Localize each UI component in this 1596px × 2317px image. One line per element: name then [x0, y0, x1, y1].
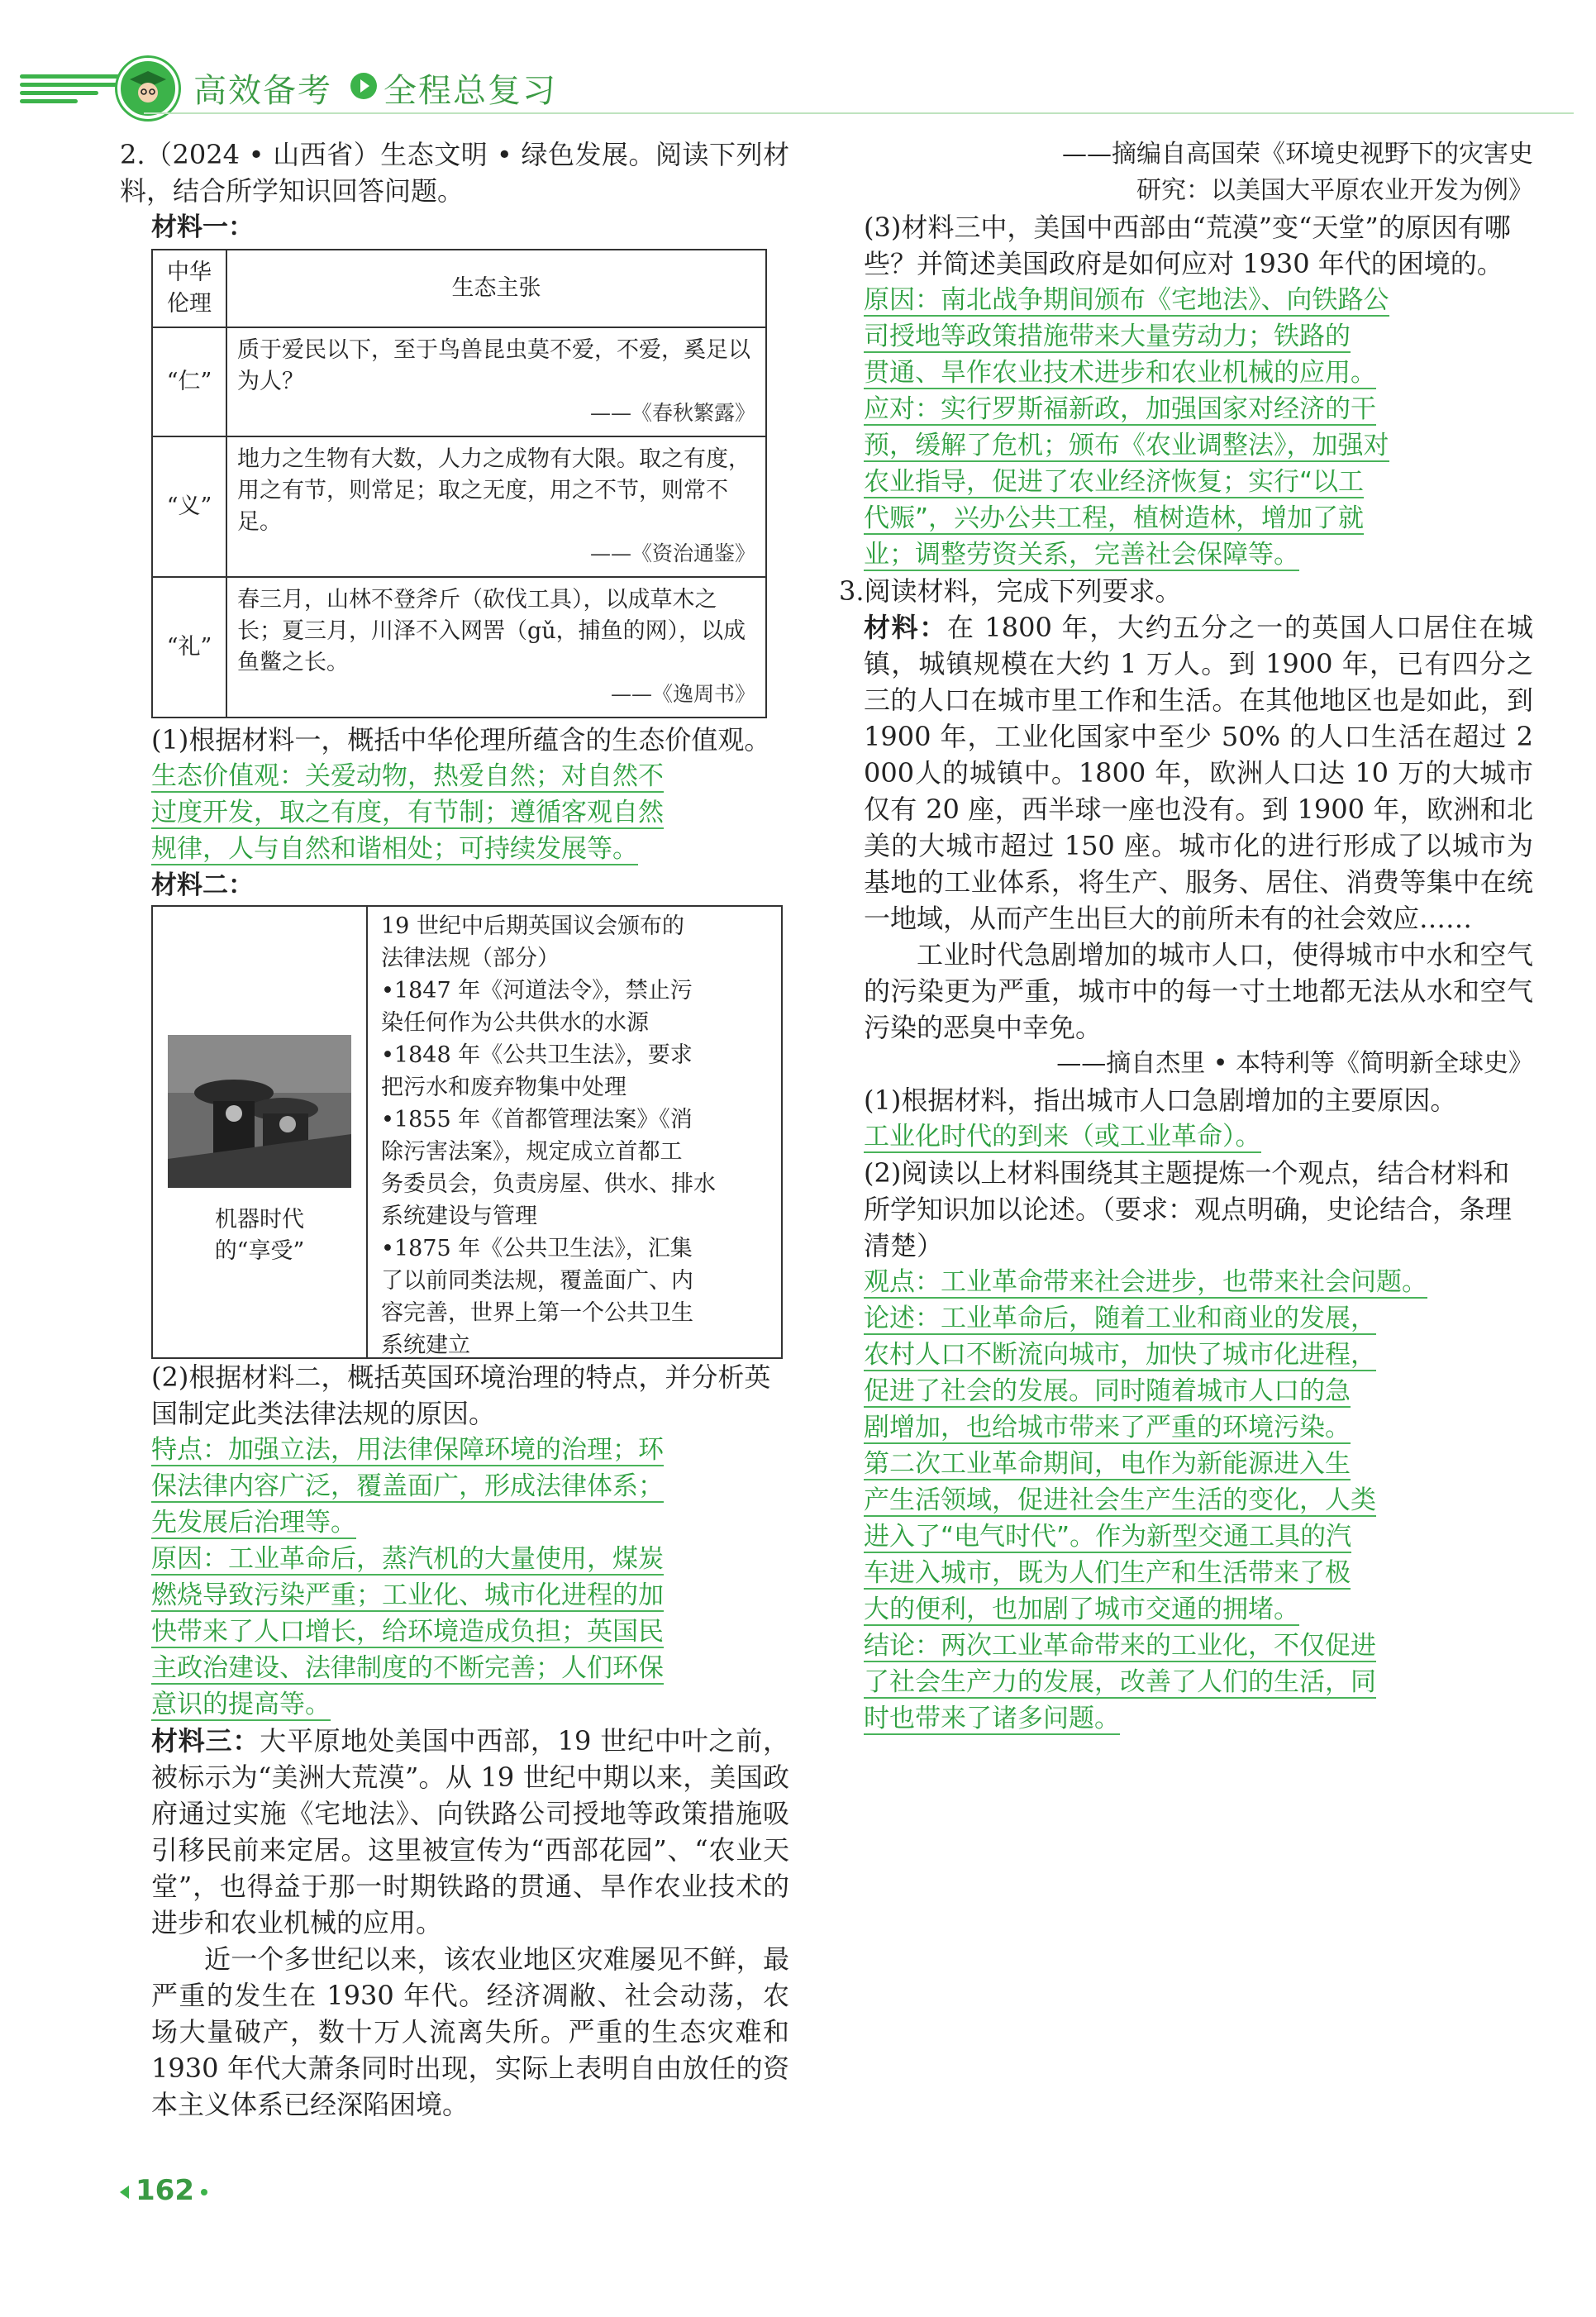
table-row	[152, 436, 766, 577]
material3-source: ——摘编自高国荣《环境史视野下的灾害史 研究：以美国大平原农业开发为例》	[1062, 140, 1533, 205]
answer-line: 意识的提高等。	[151, 1690, 331, 1719]
q3-answer1	[864, 1118, 1533, 1155]
q2-sub3: (3)材料三中，美国中西部由“荒漠”变“天堂”的原因有哪些？并简述美国政府是如何应对 1930 年代的困境的。	[864, 212, 1511, 279]
answer-line: 工业化时代的到来（或工业革命）。	[864, 1122, 1261, 1151]
dot-icon	[201, 2189, 207, 2195]
left-triangle-icon	[120, 2186, 129, 2199]
law-line: •1848 年《公共卫生法》，要求	[381, 1042, 693, 1068]
q3-answer2	[864, 1264, 1533, 1737]
answer-line: 生态价值观：关爱动物，热爱自然；对自然不	[151, 761, 664, 791]
answer-line: 观点：工业革命带来社会进步，也带来社会问题。	[864, 1267, 1427, 1297]
answer-line: 大的便利，也加剧了城市交通的拥堵。	[864, 1595, 1299, 1624]
q3-material-label: 材料：	[864, 612, 947, 643]
claim-text: 春三月，山林不登斧斤（砍伐工具），以成草木之长；夏三月，川泽不入网罟（gǔ，捕鱼的网），以成鱼鳖之长。	[237, 587, 746, 675]
answer-line: 进入了“电气时代”。作为新型交通工具的汽	[864, 1522, 1352, 1552]
material2-law-list	[381, 910, 769, 1361]
claim-text: 地力之生物有大数，人力之成物有大限。取之有度，用之有节，则常足；取之无度，用之不节，则常不足。	[237, 446, 750, 535]
answer-line: 业；调整劳资关系，完善社会保障等。	[864, 540, 1299, 570]
answer-line: 原因：南北战争期间颁布《宅地法》、向铁路公	[864, 285, 1389, 315]
q2-material3	[151, 1723, 789, 1941]
answer-line: 时也带来了诸多问题。	[864, 1704, 1120, 1733]
law-line: 务委员会，负责房屋、供水、排水	[381, 1171, 716, 1197]
answer-line: 产生活领域，促进社会生产生活的变化，人类	[864, 1485, 1376, 1515]
table-row	[152, 577, 766, 718]
q2-answer3	[864, 282, 1533, 573]
table-cell-claim	[226, 436, 766, 577]
header-title-a: 高效备考	[193, 72, 332, 110]
header-title-b: 全程总复习	[384, 72, 557, 110]
answer-line: 主政治建设、法律制度的不断完善；人们环保	[151, 1653, 664, 1683]
law-line: •1875 年《公共卫生法》，汇集	[381, 1236, 693, 1261]
q3-material-text: 在 1800 年，大约五分之一的英国人口居住在城镇，城镇规模在大约 1 万人。到 1900 年，已有四分之三的人口在城市里工作和生活。在其他地区也是如此，到 1900 年，工业化国家中至少 50% 的人口生活在超过 2 000人的城镇中。1800 年，欧洲人口达 10 万的大城市仅有 20 座，西半球一座也没有。到 1900 年，欧洲和北美的大城市超过 150 座。城市化的进行形成了以城市为基地的工业体系，将生产、服务、居住、消费等集中在统一地域，从而产生出巨大的前所未有的社会效应……	[864, 612, 1533, 934]
q2-material3-label: 材料三：	[151, 1725, 260, 1757]
law-line: 除污害法案》，规定成立首都工	[381, 1139, 683, 1165]
law-line: •1855 年《首都管理法案》《消	[381, 1107, 693, 1132]
q2-answer2	[151, 1432, 789, 1723]
claim-citation: ——《逸周书》	[610, 682, 755, 706]
answer-line: 促进了社会的发展。同时随着城市人口的急	[864, 1376, 1351, 1406]
table-header-claim: 生态主张	[226, 250, 766, 327]
answer-line: 第二次工业革命期间，电作为新能源进入生	[864, 1449, 1351, 1479]
claim-text: 质于爱民以下，至于鸟兽昆虫莫不爱，不爱，奚足以为人？	[237, 337, 750, 394]
q2-sub2: (2)根据材料二，概括英国环境治理的特点，并分析英国制定此类法律法规的原因。	[151, 1361, 771, 1429]
law-line: 把污水和废弃物集中处理	[381, 1075, 626, 1100]
q3-sub2: (2)阅读以上材料围绕其主题提炼一个观点，结合材料和所学知识加以论述。（要求：观点明确，史论结合，条理清楚）	[864, 1157, 1513, 1261]
q3-material-text-2: 工业时代急剧增加的城市人口，使得城市中水和空气的污染更为严重，城市中的每一寸土地都无法从水和空气污染的恶臭中幸免。	[864, 939, 1533, 1043]
law-line: 系统建立	[381, 1333, 470, 1358]
table-row	[152, 327, 766, 436]
law-line: 染任何作为公共供水的水源	[381, 1010, 649, 1036]
material3-text: 大平原地处美国中西部，19 世纪中叶之前，被标示为“美洲大荒漠”。从 19 世纪中期以来，美国政府通过实施《宅地法》、向铁路公司授地等政策措施吸引移民前来定居。这里被宣传为“西部花园”、“农业天堂”，也得益于那一时期铁路的贯通、旱作农业技术的进步和农业机械的应用。	[151, 1725, 789, 1938]
q3-stem: 3.阅读材料，完成下列要求。	[839, 575, 1182, 607]
answer-line: 论述：工业革命后，随着工业和商业的发展，	[864, 1304, 1376, 1333]
machine-age-photo	[168, 1035, 351, 1188]
answer-line: 车进入城市，既为人们生产和生活带来了极	[864, 1558, 1351, 1588]
material2-box	[151, 905, 783, 1359]
page-header	[20, 58, 1574, 116]
law-line: 了以前同类法规，覆盖面广、内	[381, 1268, 693, 1294]
student-mascot-icon	[117, 58, 179, 119]
answer-line: 司授地等政策措施带来大量劳动力；铁路的	[864, 322, 1351, 351]
material2-figure	[153, 907, 368, 1357]
law-line: 法律法规（部分）	[381, 946, 560, 971]
answer-line: 剧增加，也给城市带来了严重的环境污染。	[864, 1413, 1351, 1442]
answer-line: 农业指导，促进了农业经济恢复；实行“以工	[864, 467, 1365, 497]
answer-line: 应对：实行罗斯福新政，加强国家对经济的干	[864, 394, 1376, 424]
ethics-table	[151, 249, 767, 718]
q2-sub1: (1)根据材料一，概括中华伦理所蕴含的生态价值观。	[151, 724, 771, 756]
table-cell-ethic: “义”	[152, 436, 226, 577]
material3-text-2: 近一个多世纪以来，该农业地区灾难屡见不鲜，最严重的发生在 1930 年代。经济凋敝、社会动荡，农场大量破产，数十万人流离失所。严重的生态灾难和 1930 年代大萧条同时出现，实际上表明自由放任的资本主义体系已经深陷困境。	[151, 1943, 789, 2120]
table-header-ethic: 中华伦理	[152, 250, 226, 327]
law-line: •1847 年《河道法令》，禁止污	[381, 978, 693, 1004]
q3-sub1: (1)根据材料，指出城市人口急剧增加的主要原因。	[864, 1085, 1457, 1116]
left-column	[120, 136, 789, 2123]
answer-line: 结论：两次工业革命带来的工业化，不仅促进	[864, 1631, 1376, 1661]
answer-line: 了社会生产力的发展，改善了人们的生活，同	[864, 1667, 1376, 1697]
header-rule	[144, 112, 1574, 114]
answer-line: 规律，人与自然和谐相处；可持续发展等。	[151, 834, 638, 864]
answer-line: 贯通、旱作农业技术进步和农业机械的应用。	[864, 358, 1376, 388]
page-number: 162	[120, 2174, 207, 2207]
law-line: 容完善，世界上第一个公共卫生	[381, 1300, 693, 1326]
q2-stem: 2.（2024 • 山西省）生态文明 • 绿色发展。阅读下列材料，结合所学知识回答问题。	[120, 139, 789, 207]
q3-material-source: ——摘自杰里 • 本特利等《简明新全球史》	[1056, 1049, 1533, 1078]
table-header-row	[152, 250, 766, 327]
table-cell-ethic: “礼”	[152, 577, 226, 718]
answer-line: 原因：工业革命后，蒸汽机的大量使用，煤炭	[151, 1544, 664, 1574]
play-arrow-icon	[350, 73, 377, 99]
answer-line: 燃烧导致污染严重；工业化、城市化进程的加	[151, 1580, 664, 1610]
answer-line: 保法律内容广泛，覆盖面广，形成法律体系；	[151, 1471, 664, 1501]
right-column	[839, 136, 1533, 1737]
answer-line: 预，缓解了危机；颁布《农业调整法》，加强对	[864, 431, 1389, 460]
law-line: 系统建设与管理	[381, 1204, 537, 1229]
law-line: 19 世纪中后期英国议会颁布的	[381, 913, 684, 939]
table-cell-claim	[226, 327, 766, 436]
table-cell-claim	[226, 577, 766, 718]
answer-line: 代赈”，兴办公共工程，植树造林，增加了就	[864, 503, 1365, 533]
table-cell-ethic: “仁”	[152, 327, 226, 436]
answer-line: 特点：加强立法，用法律保障环境的治理；环	[151, 1435, 664, 1465]
photo-caption: 机器时代 的“享受”	[214, 1207, 305, 1264]
answer-line: 农村人口不断流向城市，加快了城市化进程，	[864, 1340, 1376, 1370]
q2-answer1	[151, 758, 789, 867]
q3-material	[864, 609, 1533, 937]
answer-line: 快带来了人口增长，给环境造成负担；英国民	[151, 1617, 664, 1647]
q2-material1-label: 材料一：	[151, 212, 254, 242]
claim-citation: ——《春秋繁露》	[589, 401, 755, 425]
answer-line: 过度开发，取之有度，有节制；遵循客观自然	[151, 798, 664, 827]
q2-material2-label: 材料二：	[151, 870, 254, 900]
answer-line: 先发展后治理等。	[151, 1508, 356, 1538]
claim-citation: ——《资治通鉴》	[589, 541, 755, 565]
